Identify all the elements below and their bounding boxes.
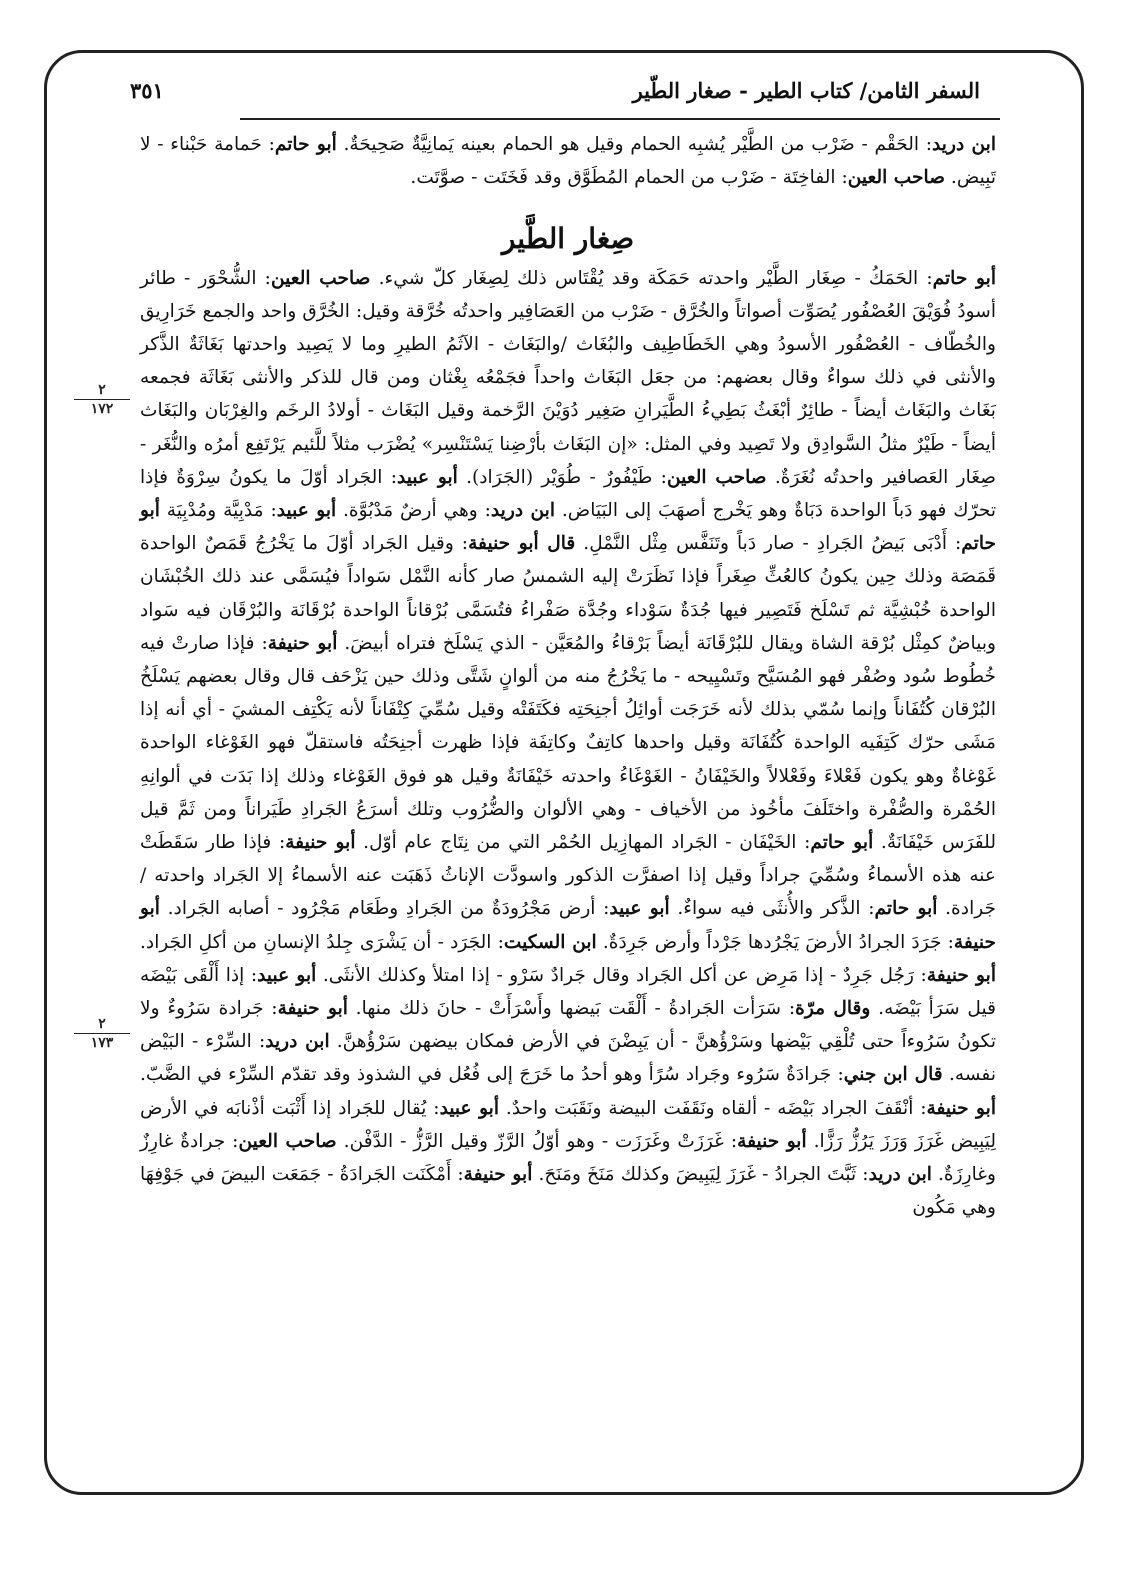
margin-folio-note — [74, 1016, 130, 1051]
source-name: أبو حاتم — [932, 267, 996, 289]
entry-text: : أرض مَجْرُودَةٌ من الجَرادِ وطَعَام مَجْرُود - أصابه الجَراد. — [159, 898, 610, 920]
entry-text: : الذَّكر والأُنثَى فيه سواءٌ. — [669, 898, 875, 920]
source-name: أبو عبيد — [276, 500, 337, 522]
header-rule — [240, 118, 1000, 120]
entry-text: : إذا أَلْقَى بَيْضَه قيل سَرَأ بَيْضَه. — [140, 964, 997, 1020]
entry-text: : طَيْفُورٌ - طُوَيْر (الجَرَاد). — [457, 466, 667, 488]
entry-text: : الخَيْفَان - الجَراد المهازِيل الحُمْر التي من نِتَاج عام أوّل. — [355, 832, 811, 854]
folio-page: ١٧٣ — [90, 1035, 114, 1051]
source-name: ابن دريد — [490, 500, 556, 522]
entry-text: : أنْقَفَ الجراد بَيْضَه - ألقاه ونَقَفَت البيضة ونَقَبَت واحدٌ. — [499, 1097, 927, 1119]
running-title: السفر الثامن/ كتاب الطير - صغار الطّير — [632, 77, 980, 103]
entry-text: : السِّرْء - البَيْض نفسه. — [140, 1031, 996, 1086]
source-name: أبو حنيفة — [463, 1164, 533, 1186]
section-title: صِغار الطَّير — [501, 222, 635, 256]
entry-text: : رَجُل جَرِدٌ - إذا مَرِض عن أكل الجَراد وقال جَرادٌ سَرْو - إذا امتلأ وكذلك الأنثَى. — [316, 964, 927, 986]
folio-volume: ٢ — [74, 382, 130, 400]
source-name: أبو حنيفة — [140, 898, 996, 953]
entry-text: : وهي أرضٌ مَدْبُوَّة. — [336, 500, 491, 522]
source-name: وقال مرّة — [795, 998, 871, 1020]
entry-text: : الحَمَكُ - صِغَار الطَّيْر واحدته حَمَكَة وقد يُقْتَاس ذلك لِصِغَار كلّ شيء. — [370, 267, 933, 289]
source-name: أبو حاتم — [874, 898, 938, 920]
folio-volume: ٢ — [74, 1016, 130, 1034]
source-name: صاحب العين — [270, 267, 371, 289]
source-name: أبو عبيد — [439, 1097, 500, 1119]
entry-text: : أَمْكَنَت الجَرادَةُ - جَمَعَت البيضَ في جَوْفِهَا وهي مَكُون — [140, 1164, 996, 1219]
entry-text: : سَرَأت الجَرادةُ - أَلْقَت بَيضها وأَسْرَأَتْ - حانَ ذلك منها. — [347, 998, 796, 1020]
source-name: أبو عبيد — [609, 898, 670, 920]
source-name: أبو حنيفة — [737, 1130, 807, 1152]
source-name: ابن دريد — [868, 1164, 932, 1186]
source-name: أبو حنيفة — [285, 832, 356, 854]
margin-folio-note — [74, 382, 130, 417]
source-name: ابن السكيت — [503, 931, 597, 953]
entry-text: : يُقال للجَراد إذا أَثْبَت أذْنابَه في الأرض لِيَبِيض غَرَزَ وَرَزَ يَرُزُّ رَزًّا. — [140, 1097, 996, 1152]
entry-text: : جَرادَةٌ سَرُوء وجَراد سُرًأ وهو أحدُ ما خَرَجَ إلى فُعُل في الشذوذ وقد تقدّم السِّرْء في الضَّبّ. — [140, 1064, 844, 1086]
paragraph-1 — [140, 128, 996, 194]
source-name: صاحب العين — [666, 466, 767, 488]
page-body — [140, 128, 996, 1225]
entry-text: : حَمامة حَبْناء - لا تَبِيض. — [140, 134, 996, 189]
entry-text: : جَرَدَ الجرادُ الأرضَ يَجْرُدها جَرْداً وأرض جَرِدَةٌ. — [596, 931, 954, 953]
entry-text: : ثَبَّتَ الجرادُ - غَرَزَ لِيَبِيضَ وكذلك مَنَخَ ومَنَحَ. — [532, 1164, 869, 1186]
entry-text: : جرادةٌ غارِزٌ وغارِزَةٌ. — [140, 1130, 996, 1186]
entry-text: : فإذا طار سَقَطَتْ عنه هذه الأسماءُ وسُمِّيَ جراداً وقيل إذا اصفرَّت الذكور واسودَّت الإناثُ ذَهَبَت عنه الأسماءُ إلا الجَراد واحدته / جَرادة. — [140, 832, 996, 920]
entry-text: : أَدْبَى بَيضُ الجَرادِ - صار دَباً وتَنَفَّس مِثْل النَّمْلِ. — [575, 533, 962, 555]
source-name: أبو حنيفة — [926, 1097, 996, 1119]
entry-text: : وقيل الجَراد أوّلَ ما يَخْرُجُ قَمَصٌ الواحدة قَمَصَة وذلك حِين يكونُ كالعُثِّ صِغَراً فإذا نَظَرَتْ إليه الشمسُ صار كأنه النَّمْل سَواداً فيُسَمَّى عند ذلك الخُبْشَان الواحدة خُبْشِيَّة ثم تَسْلَخ فَتَصِير فيها جُدَةٌ سَوْداء وجُدَّة صَفْراءُ فتُسَمَّى بُرْقاناً الواحدة بُرْقَانَة والبُرْقَان فيه سَواد وبياضٌ كمِثْل بُرْقة الشاة ويقال للبُرْقَانَة أيضاً بَرْقاءُ والمُعَيَّن - الذي يَسْلَخ فتراه أبيضَ. — [140, 533, 996, 654]
source-name: أبو حنيفة — [926, 964, 996, 986]
page-header — [130, 70, 980, 110]
entry-text: : الجَراد أوّلَ ما يكونُ سِرْوَةٌ فإذا تحرّك فهو دَباً الواحدة دَبَاةٌ وهو يَخْرج أصهَبَ إلى البَيَاض. — [140, 466, 997, 522]
source-name: ابن دريد — [932, 134, 996, 155]
source-name: أبو حاتم — [810, 832, 874, 854]
source-name: قال أبو حنيفة — [468, 533, 576, 555]
source-name: صاحب العين — [847, 167, 945, 189]
source-name: أبو حاتم — [140, 500, 997, 555]
entry-text: : جَرادة سَرُوءٌ ولا تكونُ سَرُوءاً حتى تُلْقِي بَيْضها وسَرْؤُهنَّ - أن يَبِضْنَ في الأرض فمكان بيضهن سَرْؤُهنَّ. — [140, 998, 997, 1053]
source-name: أبو عبيد — [396, 466, 458, 488]
entry-text: : مَدْبِيَّة ومُدْبِيَة — [159, 500, 277, 522]
paragraph-2 — [140, 262, 996, 1225]
entry-text: : غَرَزَتْ وغَرَزَت - وهو أوّلُ الرَّزّ وقيل الرَّزُّ - الدَّفْن. — [336, 1130, 738, 1152]
source-name: أبو عبيد — [257, 964, 317, 986]
source-name: ابن دريد — [265, 1031, 330, 1053]
entry-text: : الحَقْم - ضَرْب من الطَّيْر يُشبِه الحمام وقيل هو الحمام بعينه يَمانِيَّةٌ صَحِيحَةٌ. — [336, 134, 933, 155]
page-number: ٣٥١ — [130, 77, 164, 103]
source-name: أبو حنيفة — [267, 632, 338, 654]
entry-text: : فإذا صارتْ فيه خُطُوط سُود وصُفْر فهو المُسَيَّح وتَسْيِيحه - ما يَخْرُجُ منه من ألوانٍ شَتَّى وذلك حين يَزْحَف قال وقال بعضهم يَسْلَخُ البُرْقان كُتُفَاناً وإنما سُمّي بذلك لأنه خَرَجَت أوائِلُ أجنِحَتِه فكَتَفَتْه وقيل سُمِّيَ كِتْفَاناً لأنه يَكْتِف المشيَ - أي أنه إذا مَشَى حرّك كَتِفَيه الواحدة كُتُفَانَة وقيل واحدها كاتِفٌ وكاتِفَة فإذا ظهرت أجنِحَتُه فاستقلّ فهو الغَوْغاء الواحدة غَوْغاةٌ وهو يكون فَعْلاءَ وفَعْلالاً والخَيْفَانُ - الغَوْغَاءُ واحدته خَيْفَانَةٌ وقيل هو فوق الغَوْغاء وذلك إذا بَدَت في ألوانِهِ الحُمْرة والصُّفْرة واختَلَفَ مأخُوذ من الأخياف - وهي الألوان والضُّرُوب وتلك أسرَعُ الجَرادِ طَيَراناً ومن ثَمَّ قيل للفَرَس خَيْفَانَةٌ. — [140, 632, 997, 854]
entry-text: : الجَرَد - أن يَشْرَى جِلدُ الإنسانِ من أكلِ الجَراد. — [140, 931, 504, 953]
source-name: صاحب العين — [238, 1130, 337, 1152]
source-name: أبو حاتم — [274, 134, 337, 155]
source-name: أبو حنيفة — [277, 998, 348, 1020]
entry-text: : الشُّحْوَر - طائر أسودُ فُوَيْقَ العُصْفُور يُصَوِّت أصواتاً والخُرَّق - ضَرْب من العَصَافِير واحدتُه خُرَّقة وقيل: الخُرَّق واحد والجمع خَرَارِيق والخُطّاف - العُصْفُور الأسودُ وهي الخَطَاطِيف والبُغَاث /والبَغَاث - الآثَمُ الطيرِ وما لا يَصِيد واحدتها بَغَاثَةٌ الذَّكر والأنثى في ذلك سواءٌ وقال بعضهم: من جعَل البَغَاث واحداً فجَمْعُه بِغْثان ومن قال للذكر والأنثى بَغَاثَة فجمعه بَغَاث والبَغَاث أيضاً - طائِرٌ أبْغَثُ بَطِيءُ الطَّيَرانِ صَغِير دُوَيْنَ الرَّخمة وقيل البَغَاث - أولادُ الرخَم والغِرْبَان والبَغَاث أيضاً - طَيْرٌ مثلُ السَّوادِق ولا تَصِيد وفي المثل: «إن البَغَاث بأرْضِنا يَسْتَنْسِر» يُضْرَب مثلاً للَّئيم يَرْتَفِع أمرُه والنُّغَر - صِغَار العَصافير واحدتُه نُغَرَةٌ. — [140, 267, 997, 488]
folio-page: ١٧٢ — [90, 401, 114, 417]
source-name: قال ابن جني — [843, 1064, 943, 1086]
entry-text: : الفاخِتَة - ضَرْب من الحمام المُطَوَّق وقد فَخَتَت - صوَّتَت. — [410, 167, 848, 189]
